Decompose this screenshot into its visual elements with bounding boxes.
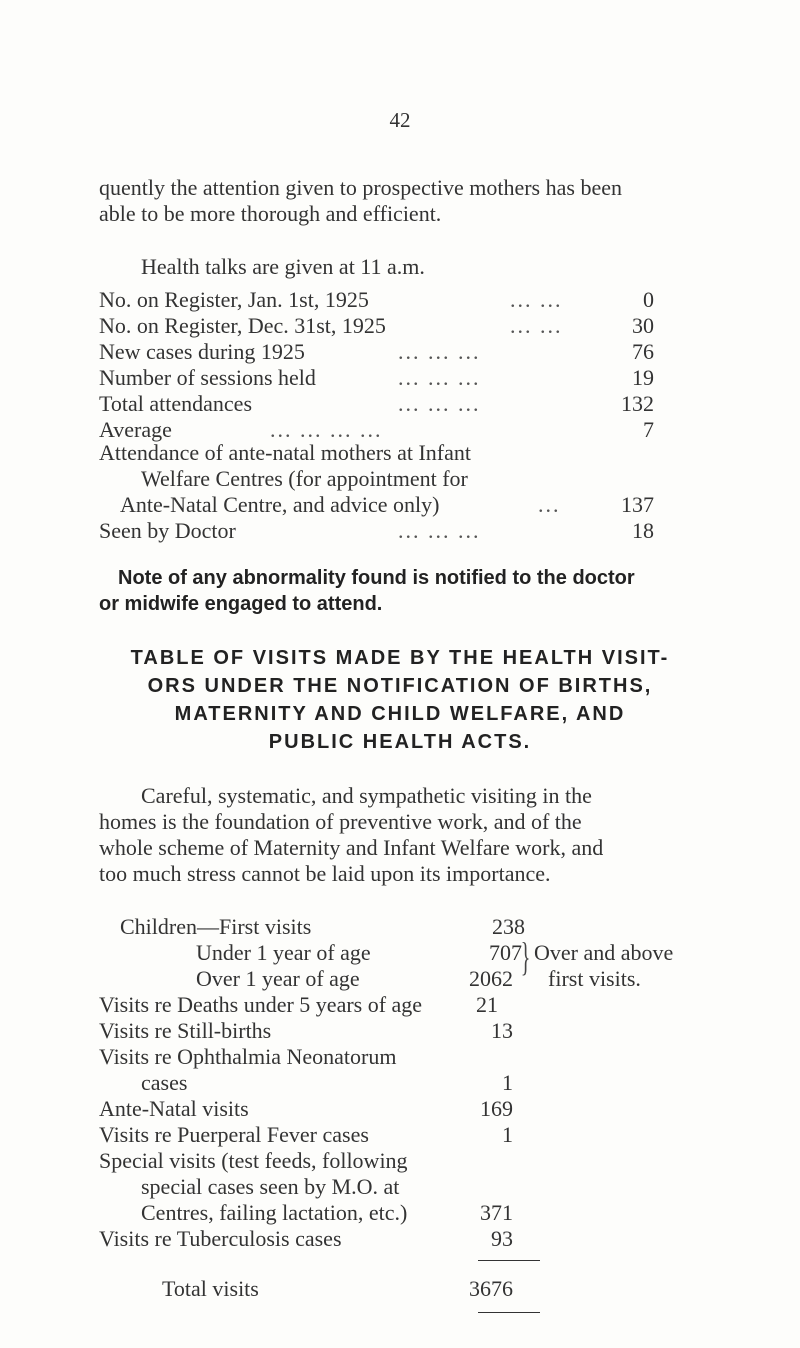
- seen-by-doctor-row: [0, 518, 800, 544]
- sum-rule-bottom: [478, 1312, 540, 1313]
- register-row: [0, 365, 800, 391]
- puerperal-value: 1: [502, 1122, 513, 1147]
- register-row: [0, 339, 800, 365]
- ophthalmia-line-1: Visits re Ophthalmia Neonatorum: [99, 1044, 397, 1069]
- register-value: 76: [632, 339, 654, 364]
- over-1-value: 2062: [469, 966, 513, 991]
- register-label: Average: [99, 417, 172, 442]
- ophthalmia-line-2: cases: [141, 1070, 188, 1095]
- table-heading-line-2: ORS UNDER THE NOTIFICATION OF BIRTHS,: [147, 675, 653, 697]
- special-value: 371: [480, 1200, 513, 1225]
- under-1-label: Under 1 year of age: [196, 940, 371, 965]
- note-line-2: or midwife engaged to attend.: [99, 593, 383, 615]
- attendance-value: 137: [621, 492, 654, 517]
- under-1-value: 707: [489, 940, 522, 965]
- leader-dots: ... ... ...: [398, 339, 481, 364]
- leader-dots: ... ... ...: [398, 391, 481, 416]
- ophthalmia-value: 1: [502, 1070, 513, 1095]
- deaths-label: Visits re Deaths under 5 years of age: [99, 992, 423, 1017]
- health-talks-text: Health talks are given at 11 a.m.: [141, 254, 425, 279]
- intro-line-1: quently the attention given to prospective mothers has been: [99, 175, 622, 200]
- children-first-value: 238: [492, 914, 525, 939]
- table-heading-line-4: PUBLIC HEALTH ACTS.: [268, 731, 532, 753]
- page-number: 42: [389, 108, 411, 132]
- ante-natal-label: Ante-Natal visits: [99, 1096, 249, 1121]
- intro-line-2: able to be more thorough and efficient.: [99, 201, 442, 226]
- careful-line-3: whole scheme of Maternity and Infant Welfare work, and: [99, 835, 604, 860]
- attendance-line-2: Welfare Centres (for appointment for: [141, 466, 468, 491]
- total-visits-value: 3676: [469, 1276, 513, 1301]
- tuberculosis-value: 93: [491, 1226, 513, 1251]
- children-first-label: Children—First visits: [120, 914, 312, 939]
- ante-natal-value: 169: [480, 1096, 513, 1121]
- puerperal-label: Visits re Puerperal Fever cases: [99, 1122, 369, 1147]
- attendance-row: [0, 492, 800, 518]
- register-label: New cases during 1925: [99, 339, 305, 364]
- leader-dots: ... ... ... ...: [270, 417, 383, 442]
- careful-line-4: too much stress cannot be laid upon its importance.: [99, 861, 551, 886]
- attendance-line-1: Attendance of ante-natal mothers at Infant: [99, 440, 472, 465]
- careful-line-1: Careful, systematic, and sympathetic visiting in the: [141, 783, 592, 808]
- leader-dots: ...: [538, 492, 561, 517]
- register-row: [0, 391, 800, 417]
- brace-note-line-2: first visits.: [548, 966, 641, 991]
- attendance-line-3: Ante-Natal Centre, and advice only): [120, 492, 440, 517]
- special-line-1: Special visits (test feeds, following: [99, 1148, 408, 1173]
- over-1-label: Over 1 year of age: [196, 966, 360, 991]
- tuberculosis-label: Visits re Tuberculosis cases: [99, 1226, 342, 1251]
- register-label: No. on Register, Jan. 1st, 1925: [99, 287, 369, 312]
- register-value: 19: [632, 365, 654, 390]
- deaths-value: 21: [476, 992, 498, 1017]
- register-label: Number of sessions held: [99, 365, 316, 390]
- leader-dots: ... ...: [510, 313, 563, 338]
- table-heading-line-1: TABLE OF VISITS MADE BY THE HEALTH VISIT-: [130, 647, 670, 669]
- register-value: 132: [621, 391, 654, 416]
- note-line-1: Note of any abnormality found is notified to the doctor: [118, 567, 635, 589]
- special-line-3: Centres, failing lactation, etc.): [141, 1200, 408, 1225]
- sum-rule-top: [478, 1260, 540, 1261]
- leader-dots: ... ... ...: [398, 365, 481, 390]
- register-row: [0, 287, 800, 313]
- leader-dots: ... ...: [510, 287, 563, 312]
- still-births-label: Visits re Still-births: [99, 1018, 272, 1043]
- register-label: No. on Register, Dec. 31st, 1925: [99, 313, 386, 338]
- register-value: 7: [643, 417, 654, 442]
- table-heading-line-3: MATERNITY AND CHILD WELFARE, AND: [174, 703, 626, 725]
- still-births-value: 13: [491, 1018, 513, 1043]
- register-row: [0, 313, 800, 339]
- seen-by-doctor-value: 18: [632, 518, 654, 543]
- register-value: 30: [632, 313, 654, 338]
- special-line-2: special cases seen by M.O. at: [141, 1174, 400, 1199]
- brace-note-line-1: Over and above: [534, 940, 674, 965]
- register-value: 0: [643, 287, 654, 312]
- careful-line-2: homes is the foundation of preventive work, and of the: [99, 809, 582, 834]
- total-visits-label: Total visits: [162, 1276, 259, 1301]
- seen-by-doctor-label: Seen by Doctor: [99, 518, 236, 543]
- register-label: Total attendances: [99, 391, 253, 416]
- right-brace: }: [520, 934, 531, 979]
- leader-dots: ... ... ...: [398, 518, 481, 543]
